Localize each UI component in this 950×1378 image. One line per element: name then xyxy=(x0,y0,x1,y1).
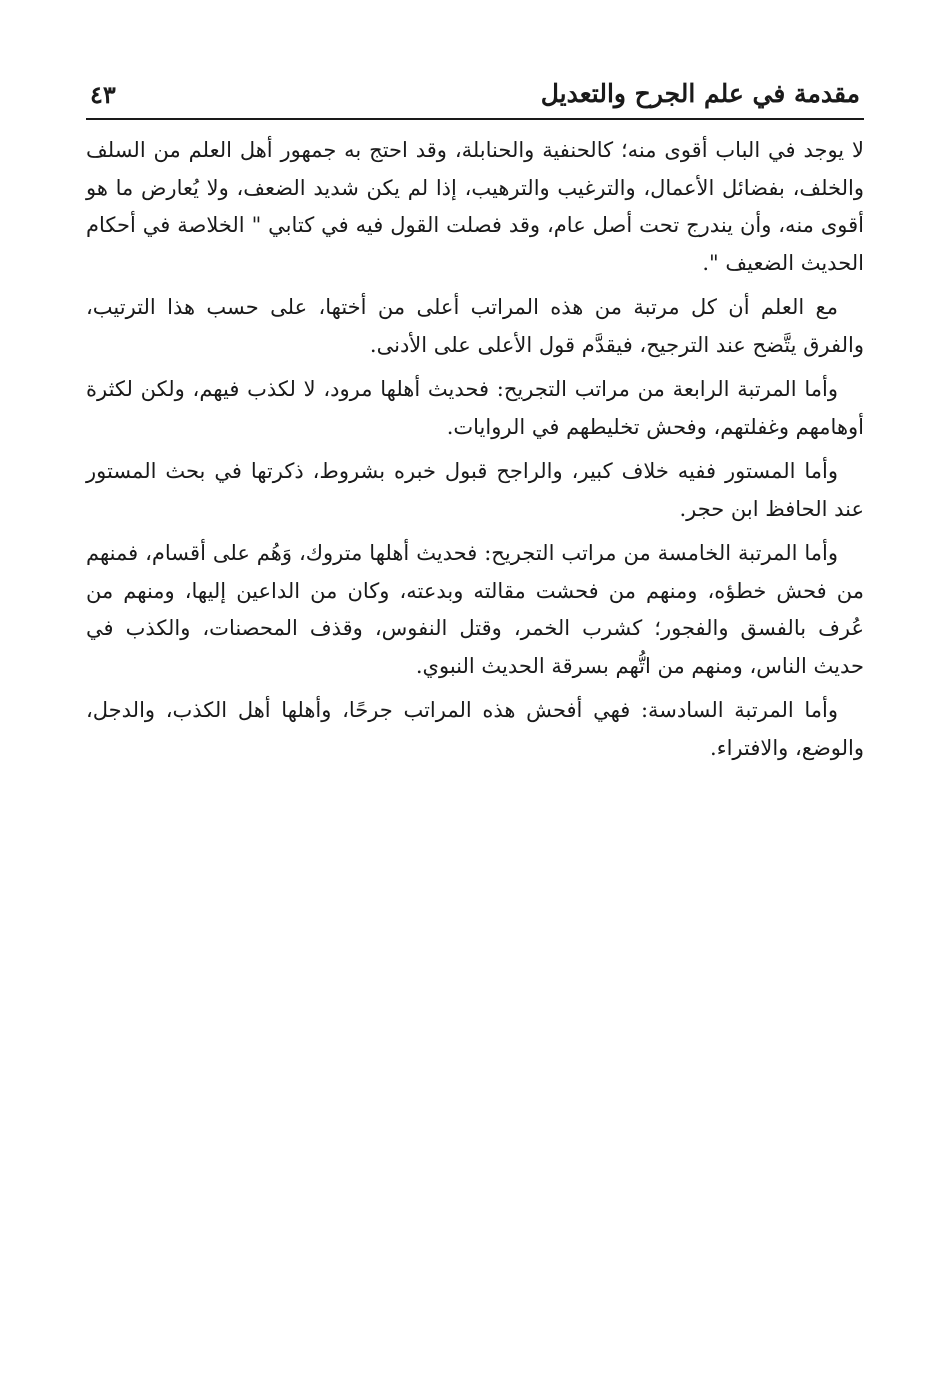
paragraph: وأما المرتبة الرابعة من مراتب التجريح: فحديث أهلها مرود، لا لكذب فيهم، ولكن لكثرة أوهامهم وغفلتهم، وفحش تخليطهم في الروايات. xyxy=(86,377,864,439)
paragraph: مع العلم أن كل مرتبة من هذه المراتب أعلى من أختها، على حسب هذا الترتيب، والفرق يتَّضح عند الترجيح، فيقدَّم قول الأعلى على الأدنى. xyxy=(86,295,864,357)
page-body xyxy=(86,132,864,767)
paragraph: وأما المستور ففيه خلاف كبير، والراجح قبول خبره بشروط، ذكرتها في بحث المستور عند الحافظ ابن حجر. xyxy=(86,459,864,521)
running-title: مقدمة في علم الجرح والتعديل xyxy=(540,78,860,108)
book-page xyxy=(86,60,864,774)
paragraph: لا يوجد في الباب أقوى منه؛ كالحنفية والحنابلة، وقد احتج به جمهور أهل العلم من السلف والخلف، بفضائل الأعمال، والترغيب والترهيب، إذا لم يكن شديد الضعف، ولا يُعارض ما هو أقوى منه، وأن يندرج تحت أصل عام، وقد فصلت القول فيه في كتابي " الخلاصة في أحكام الحديث الضعيف ". xyxy=(86,138,864,275)
paragraph: وأما المرتبة السادسة: فهي أفحش هذه المراتب جرحًا، وأهلها أهل الكذب، والدجل، والوضع، والافتراء. xyxy=(86,698,864,760)
header-rule xyxy=(86,118,864,120)
page-number: ٤٣ xyxy=(90,79,116,109)
page-header xyxy=(86,60,864,110)
paragraph: وأما المرتبة الخامسة من مراتب التجريح: فحديث أهلها متروك، وَهُم على أقسام، فمنهم من فحش خطؤه، ومنهم من فحشت مقالته وبدعته، وكان من الداعين إليها، ومنهم من عُرف بالفسق والفجور؛ كشرب الخمر، وقتل النفوس، وقذف المحصنات، والكذب في حديث الناس، ومنهم من اتُّهم بسرقة الحديث النبوي. xyxy=(86,541,864,678)
